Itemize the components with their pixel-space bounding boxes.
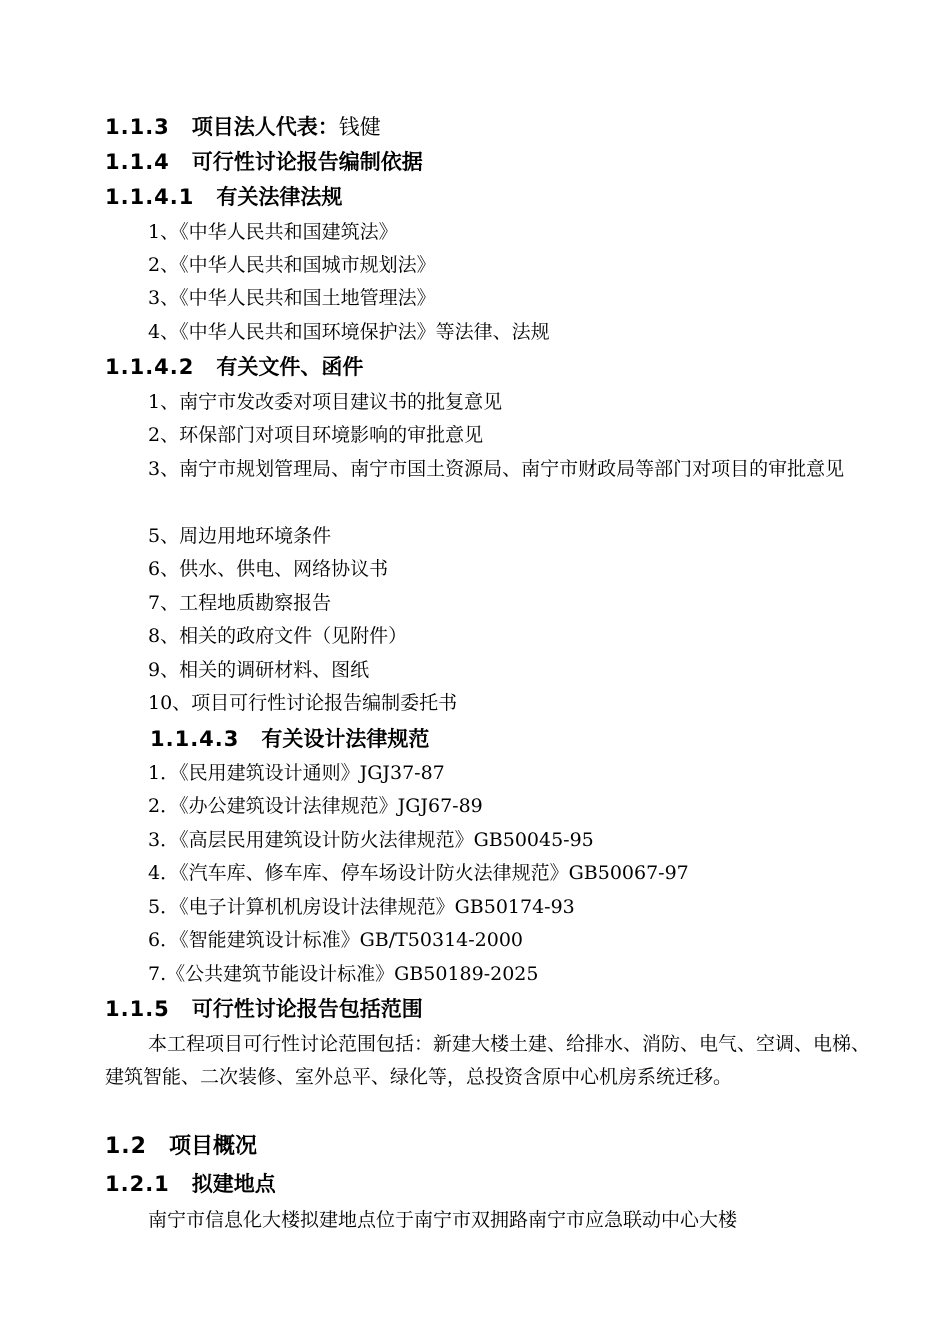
heading-number: 1.1.4.3 (150, 727, 240, 751)
doc-item: 8、相关的政府文件（见附件） (148, 625, 408, 647)
doc-item: 2、环保部门对项目环境影响的审批意见 (148, 424, 484, 446)
spec-item: 1．《民用建筑设计通则》JGJ37-87 (148, 762, 445, 784)
law-item: 2、《中华人民共和国城市规划法》 (148, 254, 436, 276)
heading-number: 1.2.1 (105, 1172, 170, 1196)
doc-item: 6、供水、供电、网络协议书 (148, 558, 389, 580)
spec-item: 2．《办公建筑设计法律规范》JGJ67-89 (148, 795, 483, 817)
doc-item: 9、相关的调研材料、图纸 (148, 659, 370, 681)
spec-item: 4．《汽车库、修车库、停车场设计防火法律规范》GB50067-97 (148, 862, 689, 884)
spec-item: 5．《电子计算机机房设计法律规范》GB50174-93 (148, 896, 575, 918)
heading-number: 1.1.4.2 (105, 355, 195, 379)
heading-1-1-4 (105, 147, 423, 177)
heading-title: 可行性讨论报告编制依据 (191, 150, 423, 174)
heading-title: 项目概况 (168, 1134, 257, 1159)
law-item: 3、《中华人民共和国土地管理法》 (148, 287, 436, 309)
doc-item: 1、南宁市发改委对项目建议书的批复意见 (148, 391, 503, 413)
heading-title: 项目法人代表： (191, 115, 339, 139)
heading-title: 有关法律法规 (216, 185, 343, 209)
heading-title: 拟建地点 (191, 1172, 276, 1196)
heading-1-2 (105, 1132, 257, 1162)
heading-title: 可行性讨论报告包括范围 (191, 997, 423, 1021)
doc-item: 5、周边用地环境条件 (148, 525, 332, 547)
heading-1-1-4-2 (105, 352, 363, 382)
heading-number: 1.1.3 (105, 115, 170, 139)
heading-1-1-4-1 (105, 182, 342, 212)
heading-title: 有关设计法律规范 (261, 727, 430, 751)
heading-1-1-5 (105, 994, 423, 1024)
doc-item: 3、南宁市规划管理局、南宁市国土资源局、南宁市财政局等部门对项目的审批意见 (148, 458, 845, 480)
doc-item: 7、工程地质勘察报告 (148, 592, 332, 614)
spec-item: 3．《高层民用建筑设计防火法律规范》GB50045-95 (148, 829, 594, 851)
heading-1-2-1 (105, 1169, 276, 1199)
heading-number: 1.1.5 (105, 997, 170, 1021)
site-paragraph: 南宁市信息化大楼拟建地点位于南宁市双拥路南宁市应急联动中心大楼 (148, 1209, 738, 1231)
legal-rep-name: 钱健 (338, 115, 381, 139)
scope-paragraph: 本工程项目可行性讨论范围包括：新建大楼土建、给排水、消防、电气、空调、电梯、建筑智能、二次装修、室外总平、绿化等，总投资含原中心机房系统迁移。 (105, 1033, 871, 1088)
spec-item: 7.《公共建筑节能设计标准》GB50189-2025 (148, 963, 539, 985)
heading-number: 1.1.4.1 (105, 185, 195, 209)
heading-1-1-4-3 (150, 724, 429, 754)
spec-item: 6．《智能建筑设计标准》GB/T50314-2000 (148, 929, 524, 951)
heading-number: 1.1.4 (105, 150, 170, 174)
law-item: 4、《中华人民共和国环境保护法》等法律、法规 (148, 321, 550, 343)
heading-number: 1.2 (105, 1134, 147, 1159)
law-item: 1、《中华人民共和国建筑法》 (148, 221, 398, 243)
heading-title: 有关文件、函件 (216, 355, 364, 379)
heading-1-1-3 (105, 112, 381, 142)
doc-item: 10、项目可行性讨论报告编制委托书 (148, 692, 458, 714)
